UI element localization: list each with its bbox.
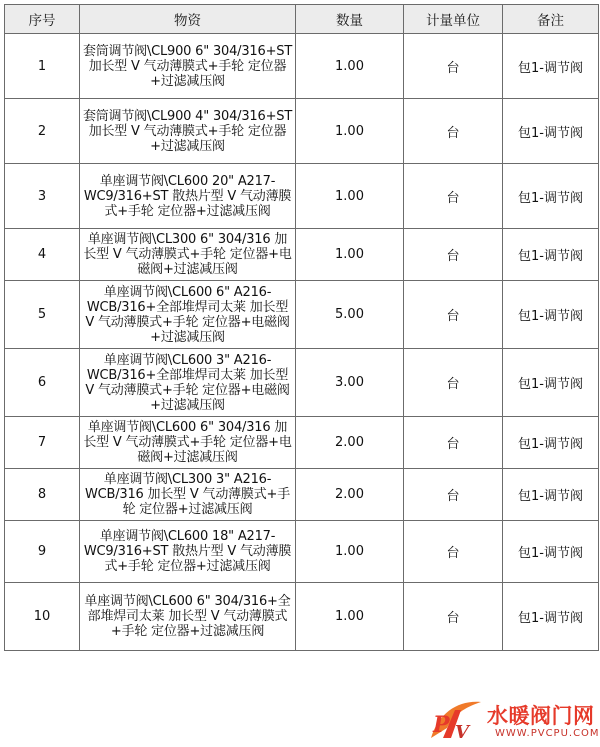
header-note: 备注 bbox=[503, 5, 599, 34]
cell-no: 2 bbox=[5, 99, 80, 164]
cell-unit: 台 bbox=[404, 229, 503, 281]
cell-no: 6 bbox=[5, 349, 80, 417]
watermark-logo bbox=[425, 698, 600, 742]
table-header-row bbox=[5, 5, 599, 34]
pv-logo-icon bbox=[425, 698, 485, 742]
cell-note: 包1-调节阀 bbox=[503, 349, 599, 417]
header-unit: 计量单位 bbox=[404, 5, 503, 34]
cell-no: 10 bbox=[5, 583, 80, 651]
cell-no: 7 bbox=[5, 417, 80, 469]
table-row bbox=[5, 349, 599, 417]
cell-material: 单座调节阀\CL600 18" A217-WC9/316+ST 散热片型 V 气动薄膜式+手轮 定位器+过滤减压阀 bbox=[80, 521, 296, 583]
materials-table bbox=[4, 4, 599, 651]
cell-unit: 台 bbox=[404, 281, 503, 349]
cell-unit: 台 bbox=[404, 417, 503, 469]
cell-unit: 台 bbox=[404, 583, 503, 651]
cell-material: 单座调节阀\CL300 3" A216-WCB/316 加长型 V 气动薄膜式+手轮 定位器+过滤减压阀 bbox=[80, 469, 296, 521]
cell-unit: 台 bbox=[404, 349, 503, 417]
cell-material: 单座调节阀\CL600 6" 304/316+全部堆焊司太莱 加长型 V 气动薄膜式+手轮 定位器+过滤减压阀 bbox=[80, 583, 296, 651]
cell-note: 包1-调节阀 bbox=[503, 417, 599, 469]
cell-quantity: 1.00 bbox=[296, 164, 404, 229]
cell-quantity: 2.00 bbox=[296, 469, 404, 521]
cell-note: 包1-调节阀 bbox=[503, 469, 599, 521]
cell-no: 5 bbox=[5, 281, 80, 349]
header-no: 序号 bbox=[5, 5, 80, 34]
table-row bbox=[5, 99, 599, 164]
cell-unit: 台 bbox=[404, 521, 503, 583]
watermark-url: WWW.PVCPU.COM bbox=[495, 728, 600, 739]
cell-quantity: 1.00 bbox=[296, 34, 404, 99]
cell-quantity: 1.00 bbox=[296, 99, 404, 164]
table-row bbox=[5, 229, 599, 281]
table-row bbox=[5, 417, 599, 469]
cell-note: 包1-调节阀 bbox=[503, 281, 599, 349]
header-material: 物资 bbox=[80, 5, 296, 34]
svg-text:P: P bbox=[433, 712, 450, 738]
cell-material: 套筒调节阀\CL900 4" 304/316+ST 加长型 V 气动薄膜式+手轮 定位器+过滤减压阀 bbox=[80, 99, 296, 164]
cell-quantity: 1.00 bbox=[296, 229, 404, 281]
cell-unit: 台 bbox=[404, 99, 503, 164]
cell-material: 单座调节阀\CL600 3" A216-WCB/316+全部堆焊司太莱 加长型 V 气动薄膜式+手轮 定位器+电磁阀+过滤减压阀 bbox=[80, 349, 296, 417]
svg-text:V: V bbox=[455, 722, 469, 742]
cell-note: 包1-调节阀 bbox=[503, 583, 599, 651]
cell-quantity: 3.00 bbox=[296, 349, 404, 417]
cell-note: 包1-调节阀 bbox=[503, 34, 599, 99]
table-row bbox=[5, 164, 599, 229]
cell-material: 单座调节阀\CL600 20" A217-WC9/316+ST 散热片型 V 气动薄膜式+手轮 定位器+过滤减压阀 bbox=[80, 164, 296, 229]
table-row bbox=[5, 521, 599, 583]
cell-unit: 台 bbox=[404, 164, 503, 229]
table-row bbox=[5, 34, 599, 99]
cell-material: 单座调节阀\CL300 6" 304/316 加长型 V 气动薄膜式+手轮 定位器+电磁阀+过滤减压阀 bbox=[80, 229, 296, 281]
cell-quantity: 1.00 bbox=[296, 583, 404, 651]
cell-no: 3 bbox=[5, 164, 80, 229]
table-row bbox=[5, 583, 599, 651]
table-row bbox=[5, 281, 599, 349]
watermark-brand: 水暖阀门网 bbox=[487, 704, 595, 728]
cell-unit: 台 bbox=[404, 469, 503, 521]
cell-no: 4 bbox=[5, 229, 80, 281]
cell-note: 包1-调节阀 bbox=[503, 99, 599, 164]
cell-quantity: 1.00 bbox=[296, 521, 404, 583]
cell-note: 包1-调节阀 bbox=[503, 229, 599, 281]
cell-material: 套筒调节阀\CL900 6" 304/316+ST 加长型 V 气动薄膜式+手轮 定位器+过滤减压阀 bbox=[80, 34, 296, 99]
cell-no: 8 bbox=[5, 469, 80, 521]
cell-material: 单座调节阀\CL600 6" 304/316 加长型 V 气动薄膜式+手轮 定位器+电磁阀+过滤减压阀 bbox=[80, 417, 296, 469]
cell-note: 包1-调节阀 bbox=[503, 521, 599, 583]
cell-material: 单座调节阀\CL600 6" A216-WCB/316+全部堆焊司太莱 加长型 V 气动薄膜式+手轮 定位器+电磁阀+过滤减压阀 bbox=[80, 281, 296, 349]
cell-unit: 台 bbox=[404, 34, 503, 99]
cell-no: 9 bbox=[5, 521, 80, 583]
cell-quantity: 5.00 bbox=[296, 281, 404, 349]
header-quantity: 数量 bbox=[296, 5, 404, 34]
table-row bbox=[5, 469, 599, 521]
cell-no: 1 bbox=[5, 34, 80, 99]
cell-note: 包1-调节阀 bbox=[503, 164, 599, 229]
cell-quantity: 2.00 bbox=[296, 417, 404, 469]
